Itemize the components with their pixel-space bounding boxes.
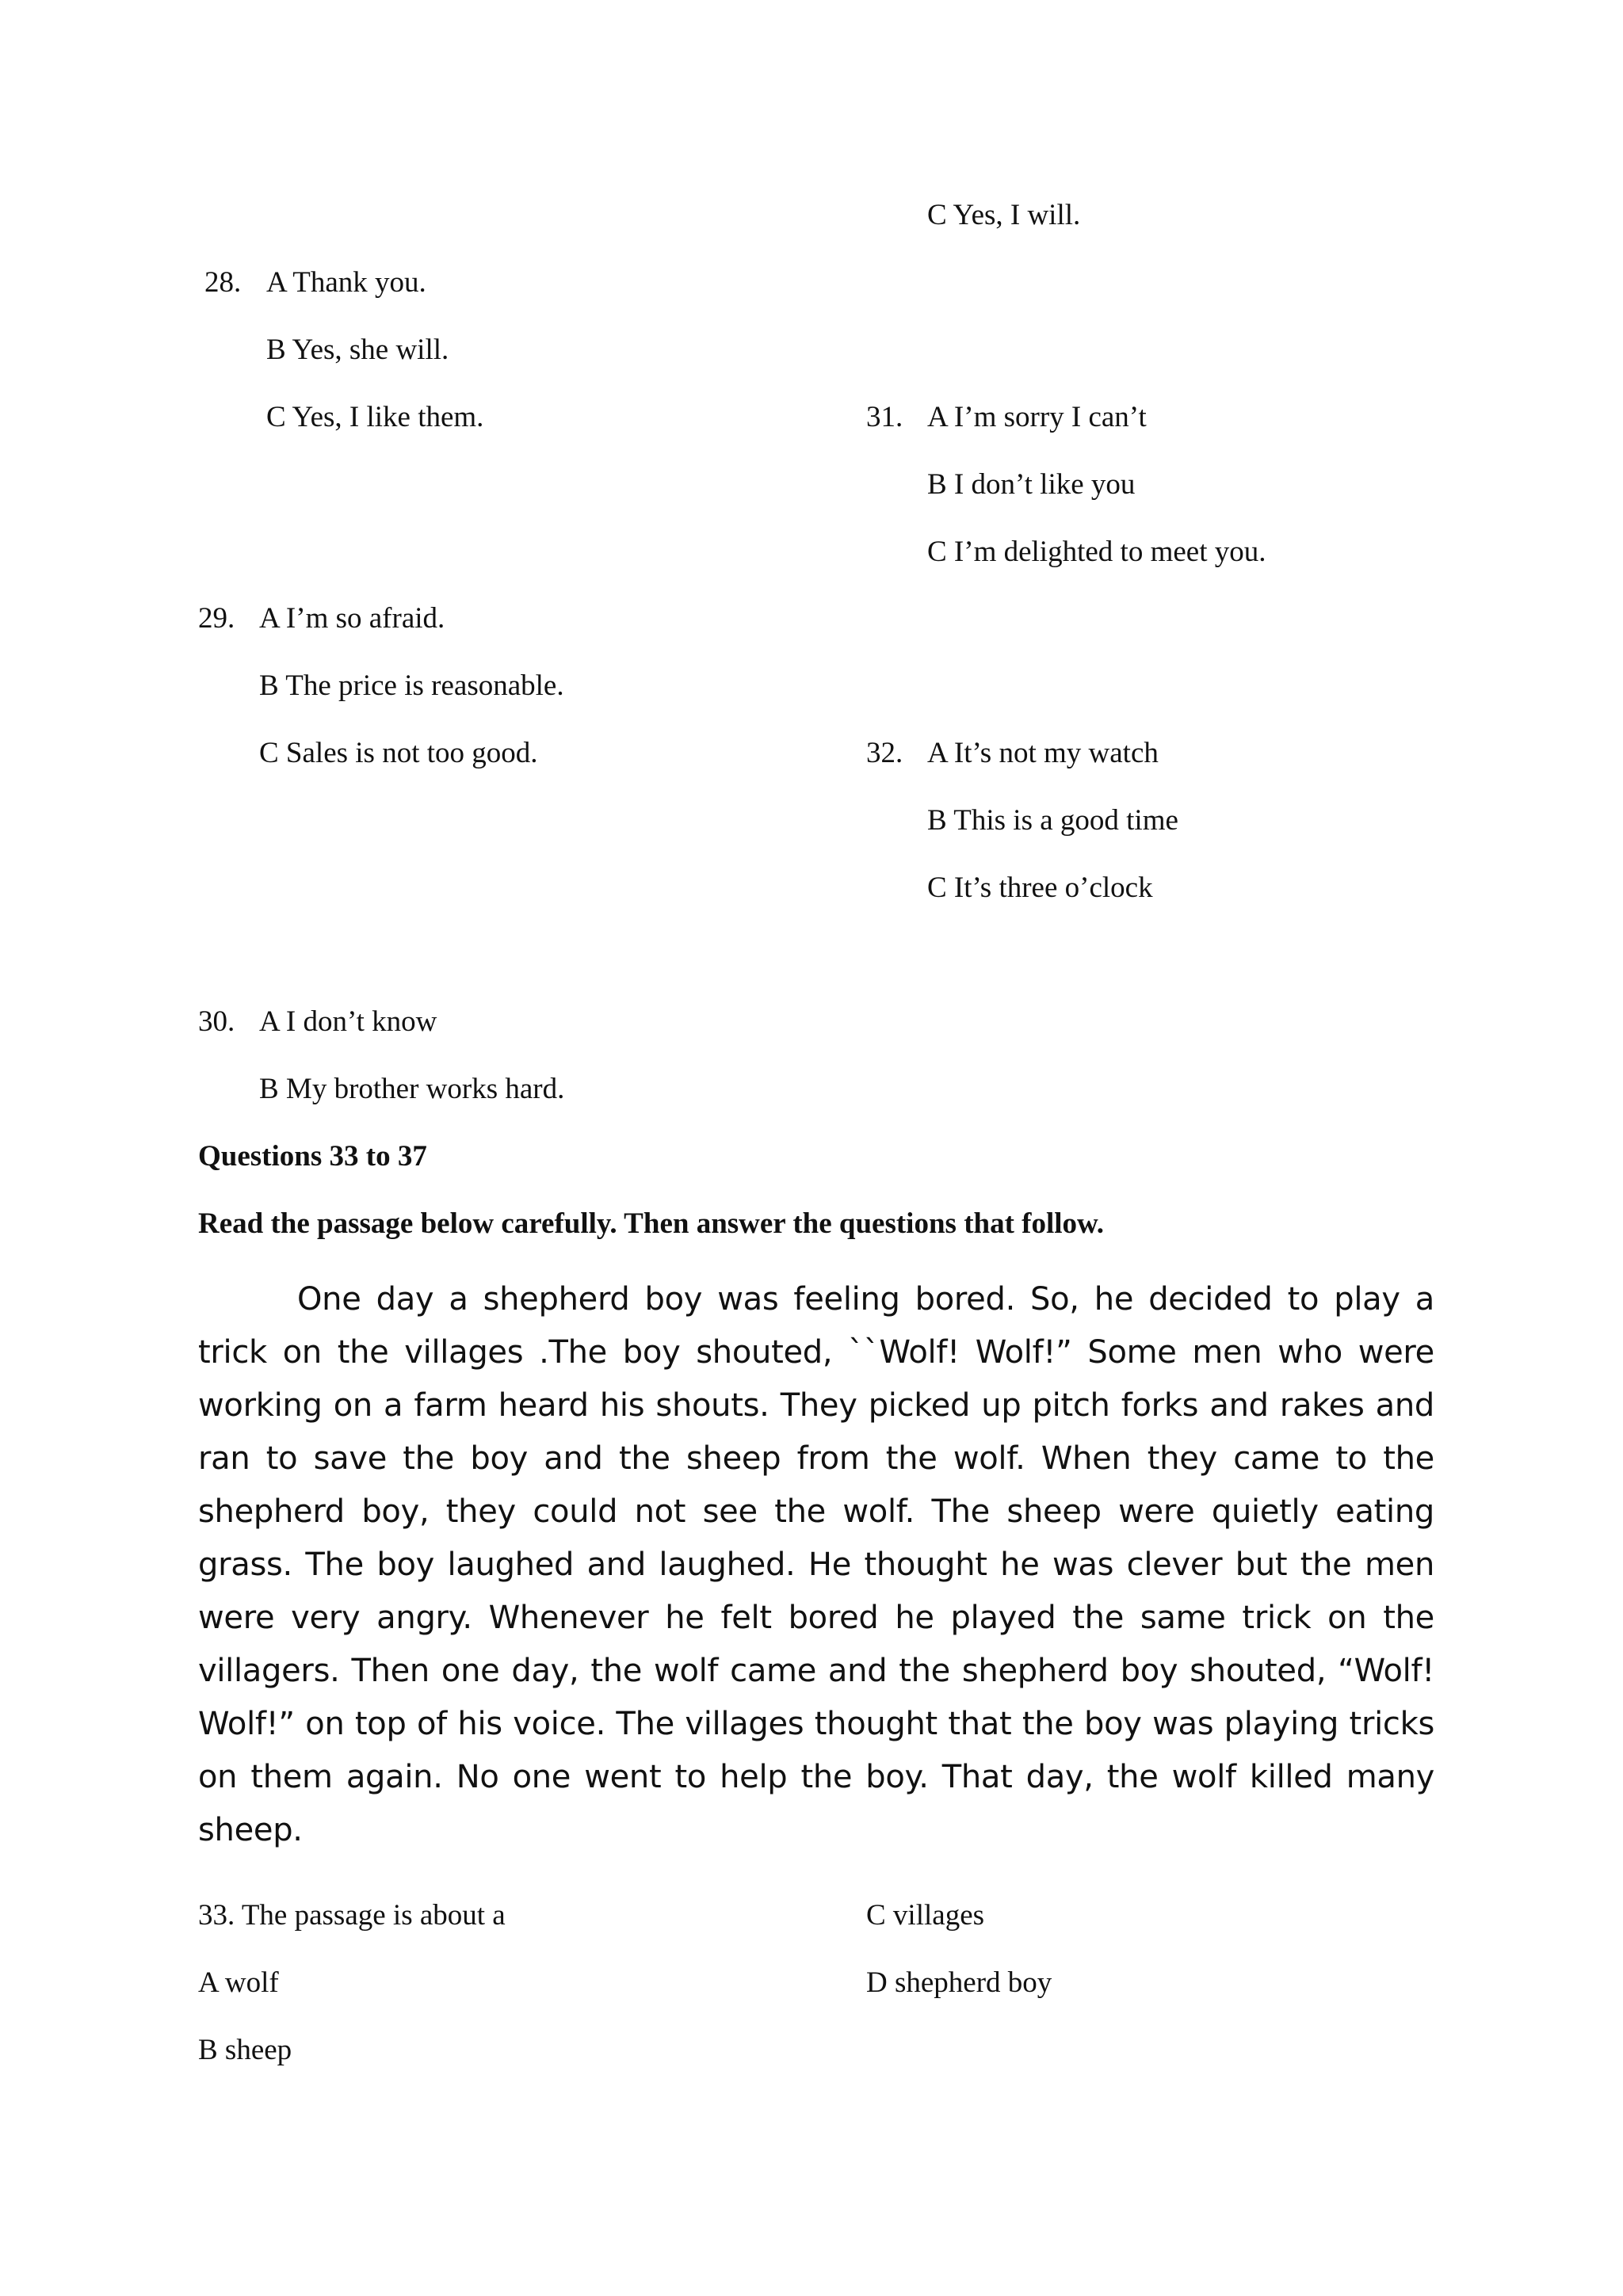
- q28-option-c: C Yes, I like them.: [266, 401, 484, 433]
- q33-option-d: D shepherd boy: [866, 1966, 1052, 1999]
- q33-option-b: B sheep: [198, 2034, 292, 2066]
- section-heading: Questions 33 to 37: [198, 1140, 427, 1173]
- q30-option-a: A I don’t know: [259, 1005, 437, 1038]
- reading-passage: One day a shepherd boy was feeling bored. So, he decided to play a trick on the villages .The boy shouted, ``Wolf! Wolf!” Some men who were working on a farm heard his shouts. They picked up pitch forks and rakes and ran to save the boy and the sheep from the wolf. When they came to the shepherd boy, they could not see the wolf. The sheep were quietly eating grass. The boy laughed and laughed. He thought he was clever but the men were very angry. Whenever he felt bored he played the same trick on the villagers. Then one day, the wolf came and the shepherd boy shouted, “Wolf! Wolf!” on top of his voice. The villages thought that the boy was playing tricks on them again. No one went to help the boy. That day, the wolf killed many sheep.: [198, 1281, 1434, 1848]
- q32-option-b: B This is a good time: [927, 804, 1178, 837]
- q31-option-c: C I’m delighted to meet you.: [927, 536, 1266, 568]
- q33-option-a: A wolf: [198, 1966, 279, 1999]
- q29-option-c: C Sales is not too good.: [259, 737, 538, 769]
- q29-option-b: B The price is reasonable.: [259, 669, 564, 702]
- q31-option-a: A I’m sorry I can’t: [927, 401, 1147, 433]
- q33-stem: 33. The passage is about a: [198, 1899, 506, 1932]
- q28-option-b: B Yes, she will.: [266, 334, 449, 366]
- q31-number: 31.: [866, 401, 903, 433]
- q28-option-a: A Thank you.: [266, 266, 426, 299]
- q29-number: 29.: [198, 602, 235, 635]
- q30-option-b: B My brother works hard.: [259, 1073, 565, 1105]
- q33-option-c: C villages: [866, 1899, 985, 1932]
- q30-number: 30.: [198, 1005, 235, 1038]
- q32-number: 32.: [866, 737, 903, 769]
- q32-option-c: C It’s three o’clock: [927, 871, 1153, 904]
- section-instruction: Read the passage below carefully. Then answer the questions that follow.: [198, 1207, 1104, 1240]
- q29-option-a: A I’m so afraid.: [259, 602, 445, 635]
- q32-option-a: A It’s not my watch: [927, 737, 1159, 769]
- q31-option-b: B I don’t like you: [927, 468, 1136, 501]
- q28-number: 28.: [204, 266, 242, 299]
- q27-option-c: C Yes, I will.: [927, 199, 1081, 231]
